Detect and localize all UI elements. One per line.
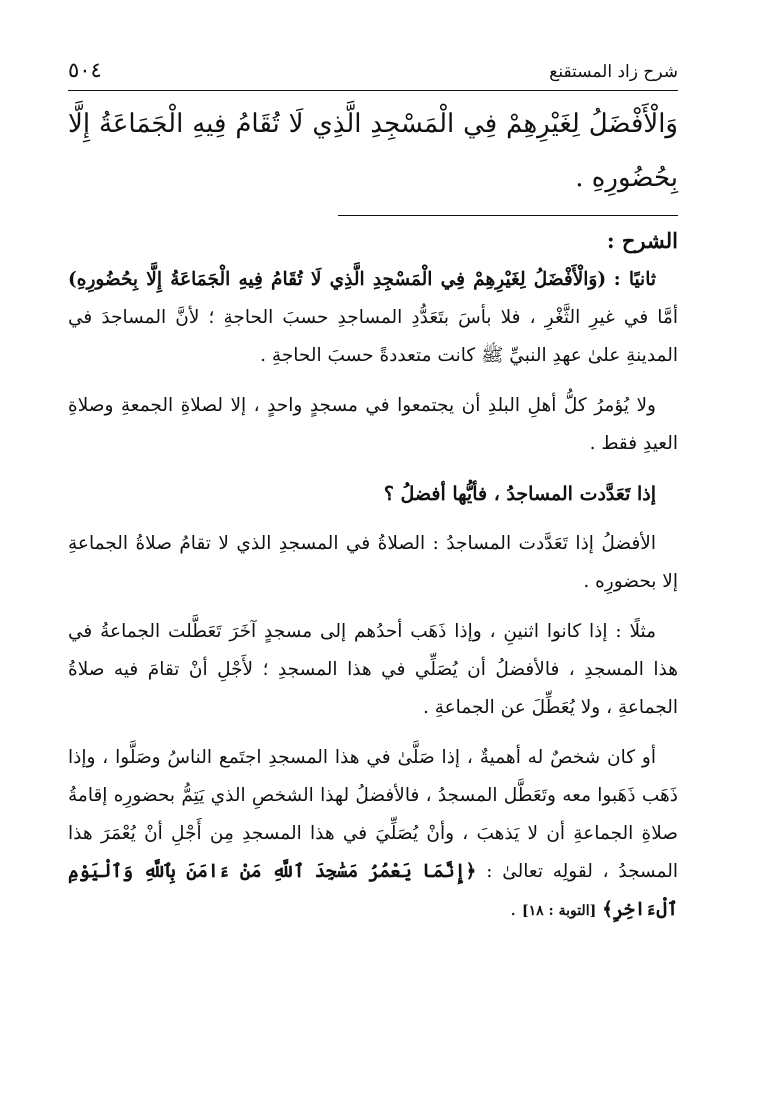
matn-divider <box>338 215 678 216</box>
running-header <box>68 58 678 91</box>
paragraph-lead: ثانيًا : <box>613 269 656 290</box>
sharh-paragraph-6 <box>68 739 678 930</box>
matn-quote: (وَالْأَفْضَلُ لِغَيْرِهِمْ فِي الْمَسْجِدِ الَّذِي لَا تُقَامُ فِيهِ الْجَمَاعَةُ إِلَّا بِحُضُورِهِ) <box>68 269 607 290</box>
page-number: ٥٠٤ <box>68 58 102 82</box>
book-title: شرح زاد المستقنع <box>549 62 678 82</box>
sharh-paragraph-1 <box>68 261 678 375</box>
paragraph-text: أمَّا في غيرِ الثَّغْرِ ، فلا بأسَ بتَعَدُّدِ المساجدِ حسبَ الحاجةِ ؛ لأنَّ المساجدَ في المدينةِ علىٰ عهدِ النبيِّ ﷺ كانت متعددةً حسبَ الحاجةِ . <box>68 307 678 366</box>
sharh-paragraph-2: ولا يُؤمرُ كلُّ أهلِ البلدِ أن يجتمعوا في مسجدٍ واحدٍ ، إلا لصلاةِ الجمعةِ وصلاةِ العيدِ فقط . <box>68 395 678 454</box>
paragraph-text: أو كان شخصٌ له أهميةٌ ، إذا صَلَّىٰ في هذا المسجدِ اجتَمع الناسُ وصَلَّوا ، وإذا ذَهَب ذَهَبوا معه وتَعَطَّل المسجدُ ، فالأفضلُ لهذا الشخصِ الذي يَتِمُّ بحضورِه إقامةُ صلاةِ الجماعةِ أن لا يَذهبَ ، وأنْ يُصَلِّيَ في هذا المسجدِ مِن أَجْلِ أنْ يُعْمَرَ هذا المسجدُ ، لقولِه تعالىٰ : <box>68 747 678 882</box>
page <box>68 58 678 942</box>
paragraph-end: . <box>510 899 517 920</box>
verse-reference: [التوبة : ١٨] <box>521 903 597 919</box>
matn-text: وَالْأَفْضَلُ لِغَيْرِهِمْ فِي الْمَسْجِدِ الَّذِي لَا تُقَامُ فِيهِ الْجَمَاعَةُ إِلَّا بِحُضُورِهِ . <box>68 109 678 193</box>
quran-verse: ﴿إِنَّمَا يَعْمُرُ مَسَٰجِدَ ٱللَّهِ مَنْ ءَامَنَ بِٱللَّهِ وَٱلْيَوْمِ ٱلْءَاخِرِ﴾ <box>68 861 678 920</box>
sharh-paragraph-5: مثلًا : إذا كانوا اثنينِ ، وإذا ذَهَب أحدُهم إلى مسجدٍ آخَرَ تَعَطَّلت الجماعةُ في هذا المسجدِ ، فالأفضلُ أن يُصَلِّي في هذا المسجدِ ؛ لأَجْلِ أنْ تقامَ فيه صلاةُ الجماعةِ ، ولا يُعَطِّلَ عن الجماعةِ . <box>68 621 678 718</box>
sharh-heading: الشرح : <box>606 228 678 253</box>
sharh-paragraph-4: الأفضلُ إذا تَعَدَّدت المساجدُ : الصلاةُ في المسجدِ الذي لا تقامُ صلاةُ الجماعةِ إلا بحضورِه . <box>68 533 678 592</box>
question-heading: إذا تَعَدَّدت المساجدُ ، فأيُّها أفضلُ ؟ <box>383 483 656 505</box>
